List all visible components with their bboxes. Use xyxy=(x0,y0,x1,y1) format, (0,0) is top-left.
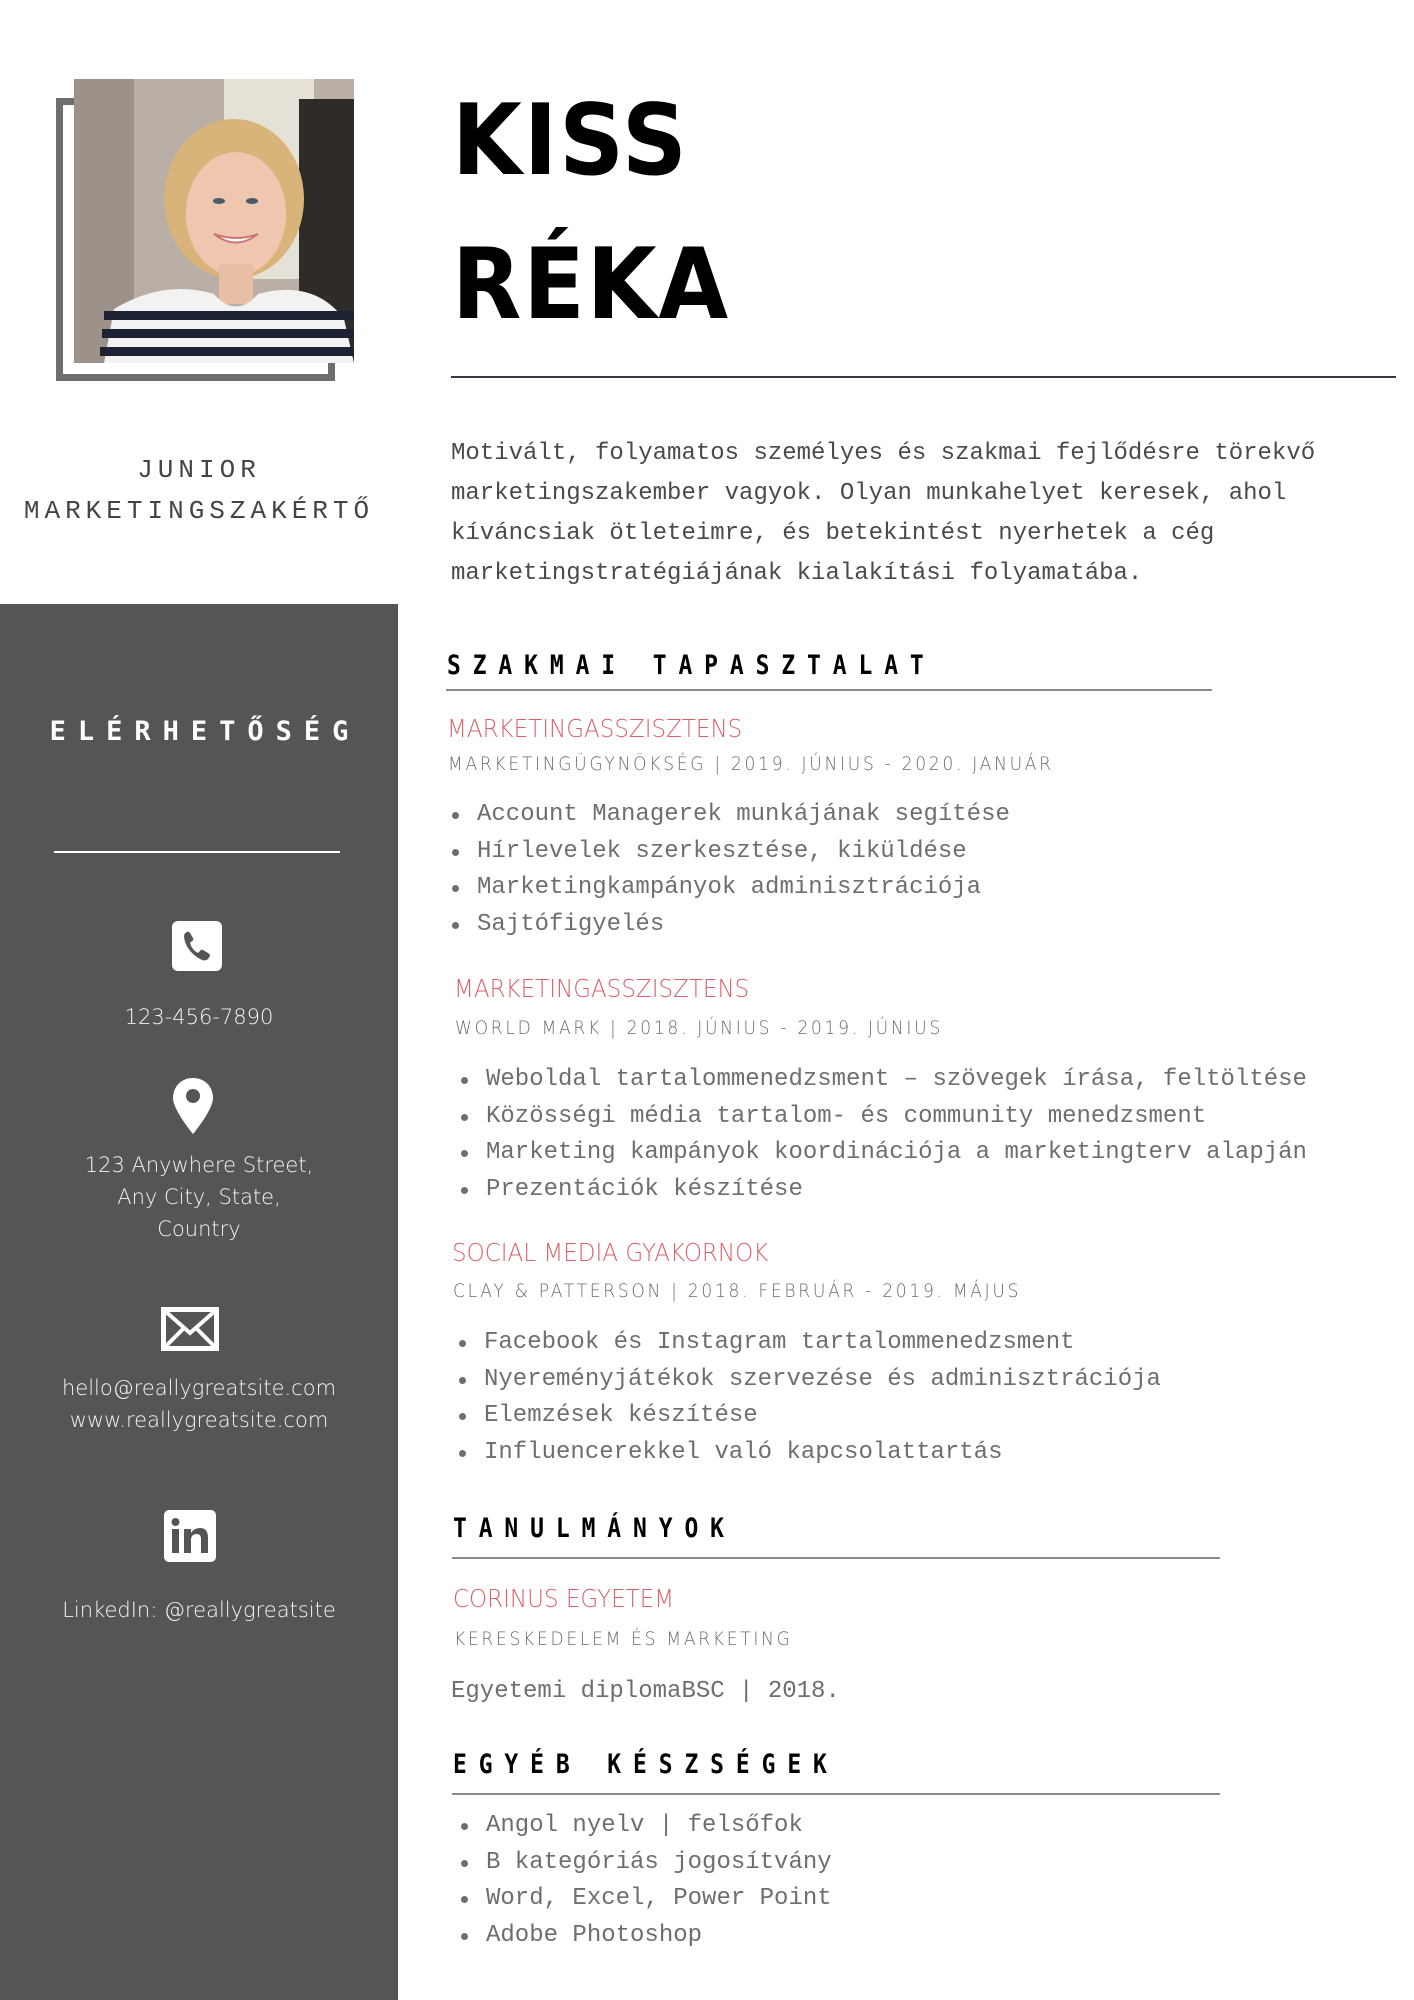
mail-icon xyxy=(161,1307,219,1351)
experience-heading: SZAKMAI TAPASZTALAT xyxy=(447,650,936,681)
experience-divider xyxy=(446,689,1212,691)
list-item: Adobe Photoshop xyxy=(456,1918,832,1955)
job-meta: MARKETINGÜGYNÖKSÉG | 2019. JÚNIUS - 2020. JANUÁR xyxy=(448,753,1054,775)
address xyxy=(0,1149,398,1245)
skills-list xyxy=(456,1808,832,1954)
profile-summary xyxy=(451,434,1401,594)
list-item: Nyereményjátékok szervezése és adminisztrációja xyxy=(454,1362,1161,1399)
job-role: MARKETINGASSZISZTENS xyxy=(454,974,750,1003)
list-item: Marketingkampányok adminisztrációja xyxy=(447,870,1010,907)
job-role: MARKETINGASSZISZTENS xyxy=(447,714,743,743)
linkedin-icon xyxy=(164,1510,216,1562)
list-item: Word, Excel, Power Point xyxy=(456,1881,832,1918)
linkedin-handle[interactable]: LinkedIn: @reallygreatsite xyxy=(62,1598,336,1622)
job-meta: WORLD MARK | 2018. JÚNIUS - 2019. JÚNIUS xyxy=(455,1017,943,1039)
summary-line: kíváncsiak ötleteimre, és betekintést nyerhetek a cég xyxy=(451,520,1215,547)
summary-line: Motivált, folyamatos személyes és szakmai fejlődésre törekvő xyxy=(451,440,1316,467)
list-item: Angol nyelv | felsőfok xyxy=(456,1808,832,1845)
list-item: Sajtófigyelés xyxy=(447,907,1010,944)
email-link[interactable]: hello@reallygreatsite.com xyxy=(61,1376,337,1400)
portrait-illustration xyxy=(74,79,354,363)
map-pin-icon xyxy=(171,1076,215,1136)
contact-links xyxy=(0,1372,398,1436)
list-item: Közösségi média tartalom- és community menedzsment xyxy=(456,1099,1307,1136)
address-line: Country xyxy=(157,1217,241,1241)
skills-heading: EGYÉB KÉSZSÉGEK xyxy=(453,1749,839,1780)
profile-photo xyxy=(74,79,354,363)
phone-number[interactable]: 123-456-7890 xyxy=(124,1005,274,1029)
job-title-line-1: JUNIOR xyxy=(137,455,261,485)
list-item: Prezentációk készítése xyxy=(456,1172,1307,1209)
address-line: Any City, State, xyxy=(117,1185,281,1209)
list-item: Facebook és Instagram tartalommenedzsment xyxy=(454,1325,1161,1362)
phone-icon xyxy=(172,921,222,971)
school-name: CORINUS EGYETEM xyxy=(453,1584,675,1613)
contact-heading: ELÉRHETŐSÉG xyxy=(49,716,361,747)
job-meta: CLAY & PATTERSON | 2018. FEBRUÁR - 2019. MÁJUS xyxy=(453,1280,1022,1302)
skills-divider xyxy=(452,1793,1220,1795)
summary-line: marketingszakember vagyok. Olyan munkahelyet keresek, ahol xyxy=(451,480,1287,507)
list-item: Account Managerek munkájának segítése xyxy=(447,797,1010,834)
first-name: KISS xyxy=(452,84,689,198)
job-duties-list xyxy=(456,1062,1307,1208)
summary-line: marketingstratégiájának kialakítási folyamatába. xyxy=(451,560,1143,587)
name-divider xyxy=(451,376,1396,378)
list-item: B kategóriás jogosítvány xyxy=(456,1845,832,1882)
contact-divider xyxy=(54,851,340,853)
degree: Egyetemi diplomaBSC | 2018. xyxy=(451,1678,840,1705)
website-link[interactable]: www.reallygreatsite.com xyxy=(69,1408,329,1432)
list-item: Hírlevelek szerkesztése, kiküldése xyxy=(447,834,1010,871)
job-duties-list xyxy=(454,1325,1161,1471)
job-role: SOCIAL MEDIA GYAKORNOK xyxy=(452,1238,769,1267)
list-item: Weboldal tartalommenedzsment – szövegek írása, feltöltése xyxy=(456,1062,1307,1099)
list-item: Influencerekkel való kapcsolattartás xyxy=(454,1435,1161,1472)
job-title-line-2: MARKETINGSZAKÉRTŐ xyxy=(23,496,375,526)
list-item: Marketing kampányok koordinációja a marketingterv alapján xyxy=(456,1135,1307,1172)
contact-sidebar xyxy=(0,604,398,2000)
job-duties-list xyxy=(447,797,1010,943)
field-of-study: KERESKEDELEM ÉS MARKETING xyxy=(454,1628,793,1650)
last-name: RÉKA xyxy=(452,228,731,342)
list-item: Elemzések készítése xyxy=(454,1398,1161,1435)
address-line: 123 Anywhere Street, xyxy=(84,1153,314,1177)
job-title xyxy=(0,450,398,532)
education-divider xyxy=(452,1557,1220,1559)
education-heading: TANULMÁNYOK xyxy=(453,1513,736,1544)
